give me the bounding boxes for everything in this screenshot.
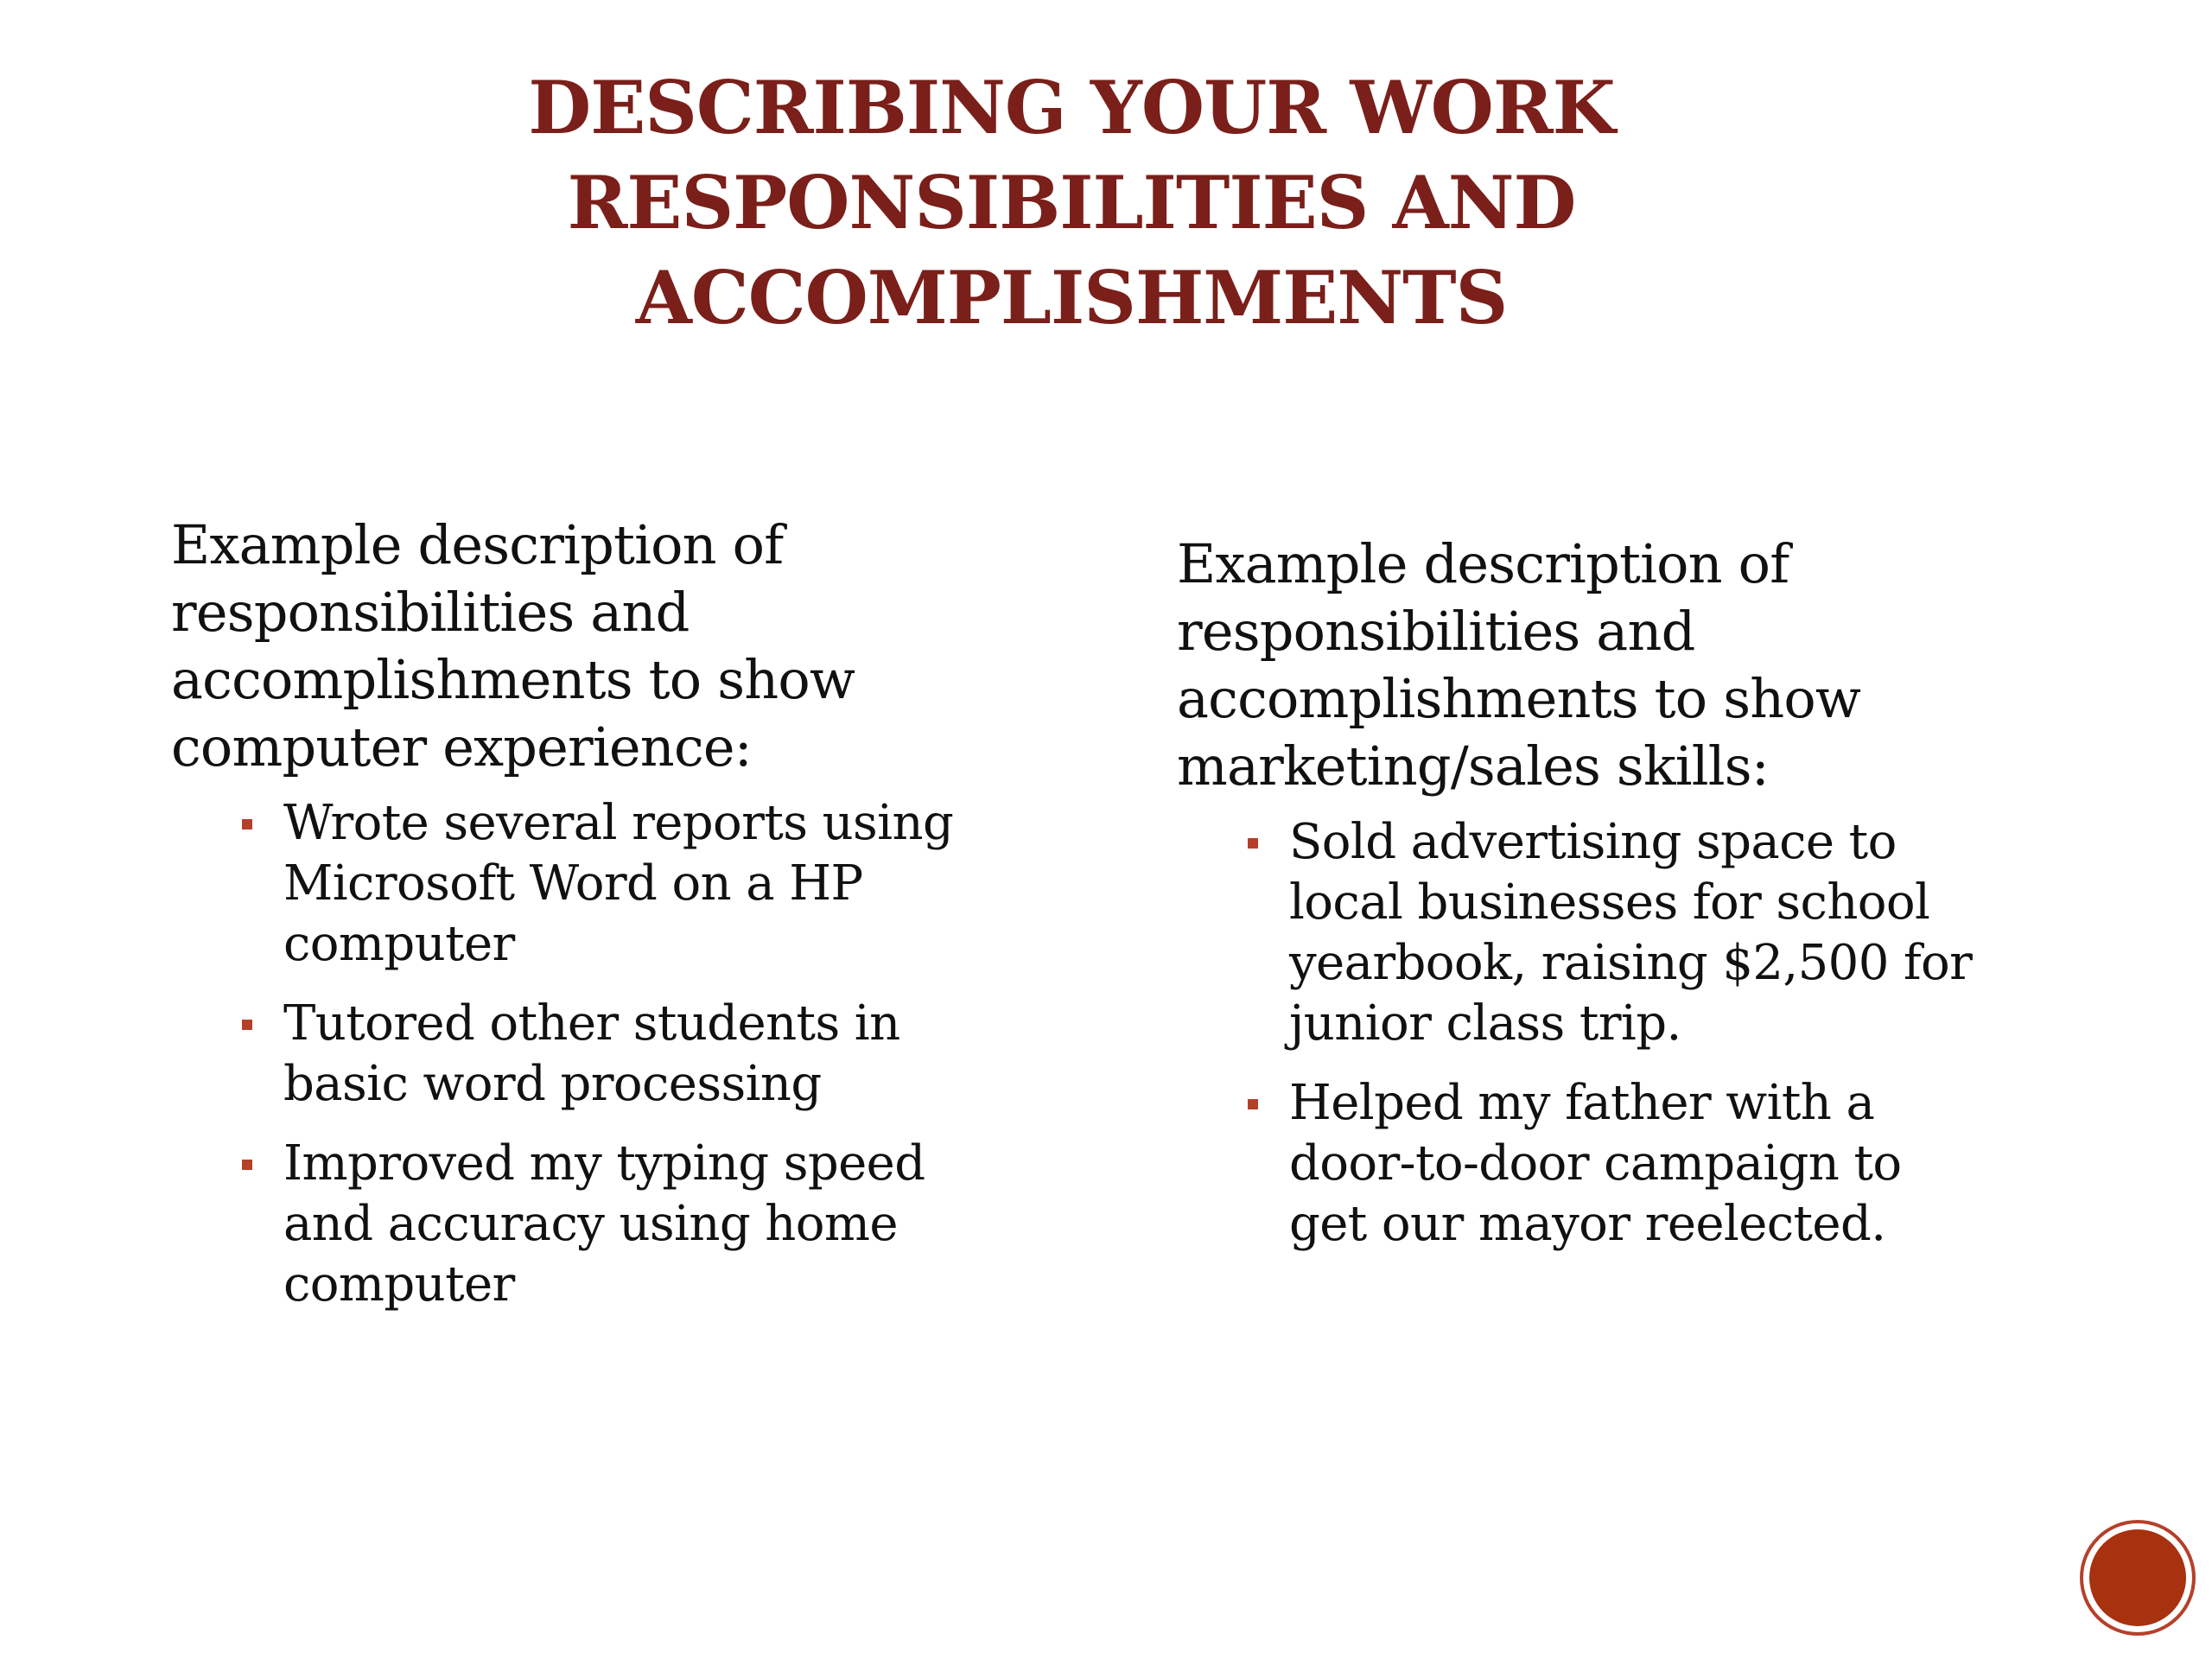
intro-line: Example description of xyxy=(1177,532,1789,595)
bullet-line: Microsoft Word on a HP xyxy=(283,855,863,912)
bullet-line: Sold advertising space to xyxy=(1289,814,1897,870)
square-bullet-icon xyxy=(242,1160,252,1170)
bullet-line: computer xyxy=(283,916,515,972)
square-bullet-icon xyxy=(1248,1099,1258,1109)
right-bullet-list xyxy=(1177,812,2058,1255)
bullet-line: Helped my father with a xyxy=(1289,1075,1875,1131)
bullet-item xyxy=(283,1134,1052,1315)
bullet-item xyxy=(1289,1073,2058,1255)
intro-line: responsibilities and xyxy=(171,581,690,644)
bullet-item xyxy=(283,793,1052,975)
left-bullet-list xyxy=(171,793,1052,1315)
bullet-line: get our mayor reelected. xyxy=(1289,1196,1886,1252)
left-column xyxy=(171,512,1052,1334)
slide-title xyxy=(259,60,1884,346)
intro-line: Example description of xyxy=(171,513,784,576)
next-slide-button[interactable] xyxy=(2089,1529,2186,1626)
right-column xyxy=(1177,531,2058,1274)
intro-line: accomplishments to show xyxy=(1177,667,1861,730)
bullet-item xyxy=(1289,812,2058,1054)
bullet-line: Wrote several reports using xyxy=(283,795,954,851)
title-line: DESCRIBING YOUR WORK xyxy=(528,65,1615,150)
square-bullet-icon xyxy=(242,1020,252,1030)
square-bullet-icon xyxy=(242,819,252,830)
title-line: ACCOMPLISHMENTS xyxy=(635,255,1508,340)
bullet-line: computer xyxy=(283,1256,515,1313)
bullet-line: junior class trip. xyxy=(1289,995,1681,1052)
square-bullet-icon xyxy=(1248,838,1258,849)
intro-line: computer experience: xyxy=(171,715,752,779)
title-line: RESPONSIBILITIES AND xyxy=(567,160,1576,245)
bullet-line: and accuracy using home xyxy=(283,1196,898,1252)
bullet-line: local businesses for school xyxy=(1289,874,1930,931)
bullet-line: Tutored other students in xyxy=(283,995,900,1052)
bullet-item xyxy=(283,994,1052,1115)
intro-line: responsibilities and xyxy=(1177,600,1695,663)
bullet-line: door-to-door campaign to xyxy=(1289,1135,1902,1192)
intro-line: marketing/sales skills: xyxy=(1177,734,1769,798)
left-intro xyxy=(171,512,1052,781)
bullet-line: Improved my typing speed xyxy=(283,1135,925,1192)
intro-line: accomplishments to show xyxy=(171,648,855,711)
bullet-line: yearbook, raising $2,500 for xyxy=(1289,935,1973,991)
bullet-line: basic word processing xyxy=(283,1056,822,1112)
right-intro xyxy=(1177,531,2058,800)
